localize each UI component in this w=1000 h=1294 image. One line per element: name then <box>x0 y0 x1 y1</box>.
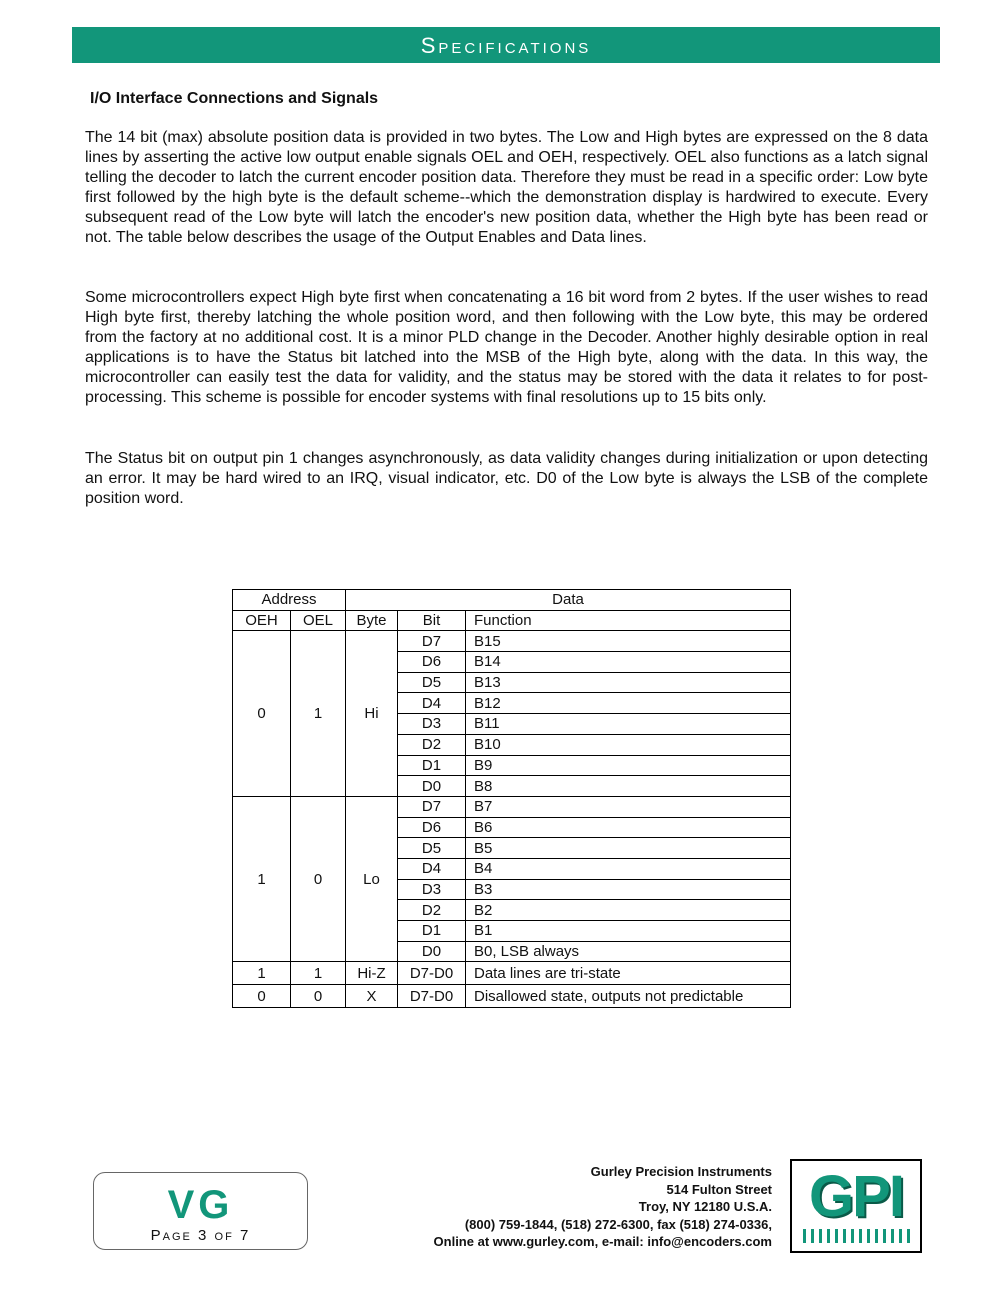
oeh-cell: 0 <box>233 985 291 1008</box>
io-signal-table <box>232 589 791 1008</box>
oeh-cell: 1 <box>233 962 291 985</box>
bit-cell: D6 <box>398 817 466 838</box>
bit-cell: D3 <box>398 714 466 735</box>
function-cell: B0, LSB always <box>466 941 791 962</box>
function-cell: B13 <box>466 672 791 693</box>
function-cell: B14 <box>466 652 791 673</box>
company-city: Troy, NY 12180 U.S.A. <box>638 1199 772 1215</box>
company-online: Online at www.gurley.com, e-mail: info@encoders.com <box>433 1234 772 1250</box>
product-code: VG <box>167 1183 234 1227</box>
gpi-logo <box>790 1159 922 1253</box>
bit-cell: D2 <box>398 900 466 921</box>
table-row <box>233 796 791 817</box>
byte-cell: Lo <box>346 796 398 962</box>
bit-cell: D5 <box>398 838 466 859</box>
company-street: 514 Fulton Street <box>666 1181 772 1197</box>
company-address <box>434 1163 772 1251</box>
logo-bars <box>792 1229 920 1243</box>
column-header-oel: OEL <box>291 610 346 631</box>
bit-cell: D0 <box>398 941 466 962</box>
banner-title: Specifications <box>420 33 592 58</box>
bit-cell: D7 <box>398 796 466 817</box>
table-group-header-row <box>233 590 791 611</box>
function-cell: B11 <box>466 714 791 735</box>
section-heading: I/O Interface Connections and Signals <box>90 90 379 107</box>
function-cell: Disallowed state, outputs not predictable <box>466 985 791 1008</box>
byte-cell: Hi-Z <box>346 962 398 985</box>
function-cell: B4 <box>466 858 791 879</box>
oel-cell: 0 <box>291 985 346 1008</box>
paragraph-3: The Status bit on output pin 1 changes asynchronously, as data validity changes during initialization or upon detecting an error. It may be hard wired to an IRQ, visual indicator, etc. D0 of the Low byte is always the LSB of the complete position word. <box>85 450 928 507</box>
function-cell: B3 <box>466 879 791 900</box>
function-cell: B9 <box>466 755 791 776</box>
data-group-header: Data <box>346 590 791 611</box>
page-info-box <box>93 1172 308 1250</box>
company-name: Gurley Precision Instruments <box>590 1164 772 1179</box>
column-header-bit: Bit <box>398 610 466 631</box>
oeh-cell: 1 <box>233 796 291 962</box>
column-header-oeh: OEH <box>233 610 291 631</box>
function-cell: B5 <box>466 838 791 859</box>
byte-cell: Hi <box>346 631 398 797</box>
column-header-byte: Byte <box>346 610 398 631</box>
table-column-header-row <box>233 610 791 631</box>
table-row <box>233 962 791 985</box>
bit-cell: D5 <box>398 672 466 693</box>
table-row <box>233 985 791 1008</box>
function-cell: B8 <box>466 776 791 797</box>
function-cell: B2 <box>466 900 791 921</box>
byte-cell: X <box>346 985 398 1008</box>
bit-cell: D1 <box>398 755 466 776</box>
page-number: Page 3 of 7 <box>150 1227 251 1244</box>
bit-cell: D4 <box>398 858 466 879</box>
function-cell: B12 <box>466 693 791 714</box>
bit-cell: D7 <box>398 631 466 652</box>
bit-cell: D4 <box>398 693 466 714</box>
bit-cell: D6 <box>398 652 466 673</box>
bit-cell: D2 <box>398 734 466 755</box>
page-banner <box>72 27 940 63</box>
table-row <box>233 631 791 652</box>
paragraph-1: The 14 bit (max) absolute position data is provided in two bytes. The Low and High bytes are expressed on the 8 data lines by asserting the active low output enable signals OEL and OEH, respectively. OEL also functions as a latch signal telling the decoder to latch the current encoder position data. Therefore they must be read in a specific order: Low byte first followed by the high byte is the default scheme--which the demonstration display is hardwired to execute. Every subsequent read of the Low byte will latch the encoder's new position data, whether the High byte has been read or not. The table below describes the usage of the Output Enables and Data lines. <box>85 129 928 246</box>
bit-cell: D7-D0 <box>398 985 466 1008</box>
function-cell: B10 <box>466 734 791 755</box>
function-cell: B6 <box>466 817 791 838</box>
oel-cell: 1 <box>291 962 346 985</box>
oeh-cell: 0 <box>233 631 291 797</box>
bit-cell: D1 <box>398 921 466 942</box>
column-header-function: Function <box>466 610 791 631</box>
bit-cell: D0 <box>398 776 466 797</box>
bit-cell: D7-D0 <box>398 962 466 985</box>
function-cell: B15 <box>466 631 791 652</box>
function-cell: B1 <box>466 921 791 942</box>
oel-cell: 1 <box>291 631 346 797</box>
oel-cell: 0 <box>291 796 346 962</box>
paragraph-2: Some microcontrollers expect High byte first when concatenating a 16 bit word from 2 bytes. If the user wishes to read High byte first, thereby latching the whole position word, and then following with the Low byte, this may be ordered from the factory at no additional cost. It is a minor PLD change in the Decoder. Another highly desirable option in real applications is to have the Status bit latched into the MSB of the High byte, along with the data. In this way, the microcontroller can easily test the data for validity, and the status may be stored with the data it relates to for post-processing. This scheme is possible for encoder systems with final resolutions up to 15 bits only. <box>85 289 928 406</box>
function-cell: B7 <box>466 796 791 817</box>
company-phone: (800) 759-1844, (518) 272-6300, fax (518) 274-0336, <box>464 1216 772 1232</box>
logo-text: GPI <box>809 1164 903 1229</box>
function-cell: Data lines are tri-state <box>466 962 791 985</box>
address-group-header: Address <box>233 590 346 611</box>
bit-cell: D3 <box>398 879 466 900</box>
